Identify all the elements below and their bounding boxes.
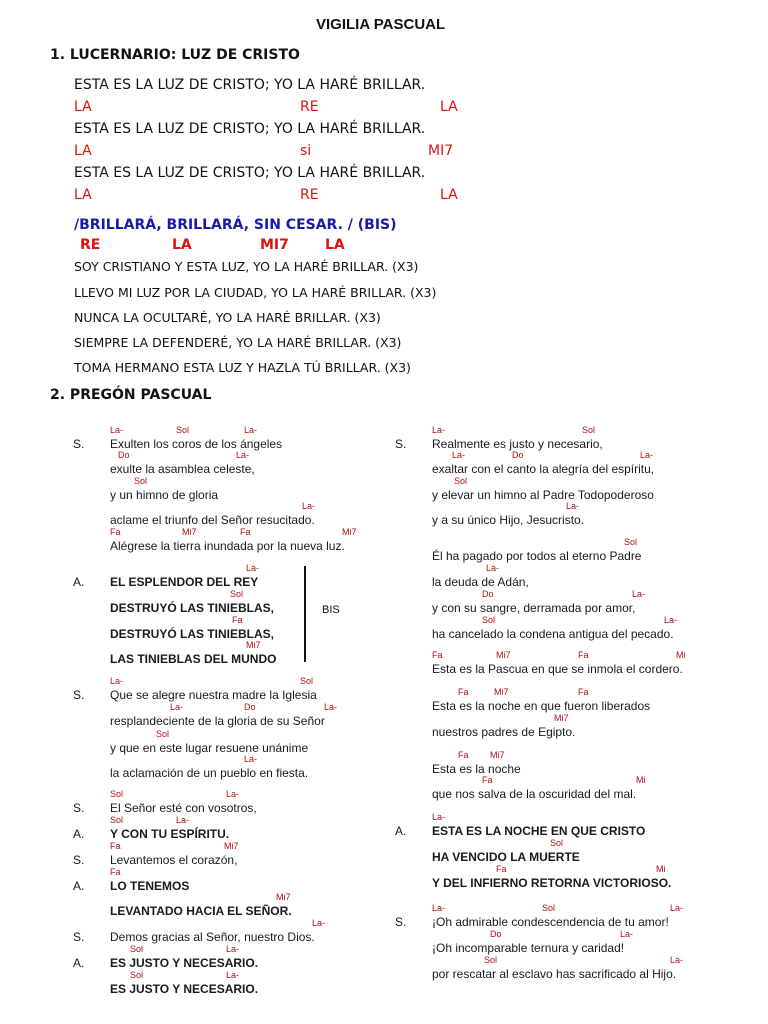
lyric-line: ESTA ES LA LUZ DE CRISTO; YO LA HARÉ BRILLAR.	[74, 165, 426, 181]
chord: si	[300, 143, 312, 159]
chord: Fa	[578, 687, 589, 697]
chord: Mi7	[490, 750, 505, 760]
chord: La-	[244, 425, 258, 435]
pregon-line: Y DEL INFIERNO RETORNA VICTORIOSO.	[432, 876, 672, 890]
chord: Do	[244, 702, 256, 712]
chord: Mi7	[182, 527, 197, 537]
chord: Sol	[300, 676, 314, 686]
chord: Fa	[240, 527, 251, 537]
pregon-line: El Señor esté con vosotros,	[110, 801, 257, 815]
pregon-line: LAS TINIEBLAS DEL MUNDO	[110, 652, 277, 666]
chord: Mi7	[554, 713, 569, 723]
chord: Sol	[624, 537, 638, 547]
pregon-line: LEVANTADO HACIA EL SEÑOR.	[110, 904, 292, 918]
chord: Fa	[110, 527, 121, 537]
chord: Mi7	[224, 841, 239, 851]
chord: Fa	[110, 841, 121, 851]
bis-bracket	[304, 566, 306, 662]
chord: La-	[246, 563, 260, 573]
chord: La-	[620, 929, 634, 939]
pregon-line: y a su único Hijo, Jesucristo.	[432, 513, 585, 527]
speaker-label: A.	[395, 824, 407, 838]
speaker-label: S.	[73, 853, 85, 867]
chord: La-	[670, 903, 684, 913]
chord: Fa	[458, 750, 469, 760]
chord: RE	[300, 187, 319, 203]
chord: Sol	[484, 955, 498, 965]
chord: Sol	[454, 476, 468, 486]
chord: La-	[226, 970, 240, 980]
chord: La-	[566, 501, 580, 511]
chord: Sol	[550, 838, 564, 848]
chord: LA	[172, 237, 192, 253]
pregon-line: la deuda de Adán,	[432, 575, 529, 589]
chord: Sol	[176, 425, 190, 435]
chord: La-	[312, 918, 326, 928]
verse-line: SIEMPRE LA DEFENDERÉ, YO LA HARÉ BRILLAR. (X3)	[74, 335, 402, 350]
section-heading-pregon: 2. PREGÓN PASCUAL	[50, 387, 212, 403]
chord: Fa	[110, 867, 121, 877]
chord: LA	[74, 99, 92, 115]
pregon-line: Esta es la noche en que fueron liberados	[432, 699, 651, 713]
pregon-line: Que se alegre nuestra madre la Iglesia	[110, 688, 317, 702]
chord: La-	[432, 903, 446, 913]
speaker-label: S.	[73, 688, 85, 702]
chord: Mi	[676, 650, 686, 660]
chord: La-	[664, 615, 678, 625]
chord: La-	[244, 754, 258, 764]
pregon-line: que nos salva de la oscuridad del mal.	[432, 787, 637, 801]
chord: Do	[118, 450, 130, 460]
chord: Mi	[636, 775, 646, 785]
chord: La-	[324, 702, 338, 712]
chord: Fa	[496, 864, 507, 874]
verse-line: SOY CRISTIANO Y ESTA LUZ, YO LA HARÉ BRILLAR. (X3)	[74, 259, 419, 274]
speaker-label: S.	[395, 437, 407, 451]
chord: MI7	[260, 237, 289, 253]
speaker-label: A.	[73, 575, 85, 589]
chord: La-	[640, 450, 654, 460]
chord: La-	[226, 789, 240, 799]
pregon-line: Esta es la noche	[432, 762, 521, 776]
chord: LA	[440, 99, 458, 115]
speaker-label: A.	[73, 879, 85, 893]
pregon-line: EL ESPLENDOR DEL REY	[110, 575, 259, 589]
speaker-label: S.	[73, 437, 85, 451]
pregon-line: ha cancelado la condena antigua del pecado.	[432, 627, 674, 641]
chord: Sol	[130, 970, 144, 980]
chord: RE	[300, 99, 319, 115]
chord: Sol	[156, 729, 170, 739]
chord: Fa	[432, 650, 443, 660]
pregon-line: DESTRUYÓ LAS TINIEBLAS,	[110, 601, 275, 615]
chord: Fa	[578, 650, 589, 660]
chord: Do	[490, 929, 502, 939]
chord: La-	[176, 815, 190, 825]
pregon-line: y un himno de gloria	[110, 488, 219, 502]
chord: LA	[74, 187, 92, 203]
chord: La-	[110, 676, 124, 686]
pregon-line: la aclamación de un pueblo en fiesta.	[110, 766, 309, 780]
pregon-line: LO TENEMOS	[110, 879, 190, 893]
pregon-line: aclame el triunfo del Señor resucitado.	[110, 513, 315, 527]
pregon-line: Y CON TU ESPÍRITU.	[110, 827, 230, 841]
chord: Do	[482, 589, 494, 599]
chord: La-	[302, 501, 316, 511]
chord: La-	[226, 944, 240, 954]
pregon-line: Él ha pagado por todos al eterno Padre	[432, 549, 642, 563]
pregon-line: Realmente es justo y necesario,	[432, 437, 603, 451]
pregon-line: ¡Oh incomparable ternura y caridad!	[432, 941, 625, 955]
pregon-line: Exulten los coros de los ángeles	[110, 437, 283, 451]
pregon-line: HA VENCIDO LA MUERTE	[432, 850, 580, 864]
chord: Mi7	[496, 650, 511, 660]
chord: LA	[74, 143, 92, 159]
pregon-line: ¡Oh admirable condescendencia de tu amor!	[432, 915, 669, 929]
pregon-line: ESTA ES LA NOCHE EN QUE CRISTO	[432, 824, 646, 838]
chord: Sol	[542, 903, 556, 913]
pregon-line: ES JUSTO Y NECESARIO.	[110, 982, 259, 996]
lyric-line: ESTA ES LA LUZ DE CRISTO; YO LA HARÉ BRILLAR.	[74, 121, 426, 137]
pregon-line: nuestros padres de Egipto.	[432, 725, 576, 739]
speaker-label: S.	[395, 915, 407, 929]
chord: MI7	[428, 143, 454, 159]
chord: LA	[440, 187, 458, 203]
chorus-line: /BRILLARÁ, BRILLARÁ, SIN CESAR. / (BIS)	[74, 217, 397, 233]
chord: Mi7	[342, 527, 357, 537]
pregon-line: Demos gracias al Señor, nuestro Dios.	[110, 930, 315, 944]
chord: La-	[670, 955, 684, 965]
chord: La-	[632, 589, 646, 599]
chord: Sol	[482, 615, 496, 625]
chord: Mi7	[276, 892, 291, 902]
pregon-line: Levantemos el corazón,	[110, 853, 238, 867]
chord: Do	[512, 450, 524, 460]
pregon-line: Esta es la Pascua en que se inmola el cordero.	[432, 662, 683, 676]
chord: RE	[80, 237, 101, 253]
pregon-line: ES JUSTO Y NECESARIO.	[110, 956, 259, 970]
chord: Fa	[482, 775, 493, 785]
pregon-line: resplandeciente de la gloria de su Señor	[110, 714, 325, 728]
speaker-label: S.	[73, 930, 85, 944]
chord: La-	[110, 425, 124, 435]
pregon-line: exaltar con el canto la alegría del espíritu,	[432, 462, 655, 476]
chord: La-	[432, 812, 446, 822]
pregon-line: y elevar un himno al Padre Todopoderoso	[432, 488, 654, 502]
pregon-line: exulte la asamblea celeste,	[110, 462, 255, 476]
speaker-label: S.	[73, 801, 85, 815]
chord: Mi	[656, 864, 666, 874]
pregon-line: y con su sangre, derramada por amor,	[432, 601, 636, 615]
chord: La-	[452, 450, 466, 460]
chord: Sol	[134, 476, 148, 486]
chord: Sol	[130, 944, 144, 954]
chord: Fa	[232, 615, 243, 625]
speaker-label: A.	[73, 956, 85, 970]
chord: Sol	[582, 425, 596, 435]
lyric-line: ESTA ES LA LUZ DE CRISTO; YO LA HARÉ BRILLAR.	[74, 77, 426, 93]
pregon-line: y que en este lugar resuene unánime	[110, 741, 309, 755]
chord: LA	[325, 237, 345, 253]
speaker-label: A.	[73, 827, 85, 841]
verse-line: NUNCA LA OCULTARÉ, YO LA HARÉ BRILLAR. (X3)	[74, 310, 381, 325]
chord: La-	[432, 425, 446, 435]
chord: Sol	[110, 815, 124, 825]
pregon-line: por rescatar al esclavo has sacrificado al Hijo.	[432, 967, 677, 981]
pregon-line: DESTRUYÓ LAS TINIEBLAS,	[110, 627, 275, 641]
chord: Sol	[230, 589, 244, 599]
chord: Mi7	[494, 687, 509, 697]
chord: La-	[486, 563, 500, 573]
verse-line: TOMA HERMANO ESTA LUZ Y HAZLA TÚ BRILLAR. (X3)	[74, 360, 411, 375]
chord: Sol	[110, 789, 124, 799]
page-title: VIGILIA PASCUAL	[316, 16, 446, 33]
pregon-line: Alégrese la tierra inundada por la nueva luz.	[110, 539, 345, 553]
chord: La-	[170, 702, 184, 712]
section-heading-lucernario: 1. LUCERNARIO: LUZ DE CRISTO	[50, 47, 300, 63]
chord: Mi7	[246, 640, 261, 650]
chord: Fa	[458, 687, 469, 697]
verse-line: LLEVO MI LUZ POR LA CIUDAD, YO LA HARÉ BRILLAR. (X3)	[74, 285, 437, 300]
chord: La-	[236, 450, 250, 460]
bis-label: BIS	[322, 604, 340, 616]
